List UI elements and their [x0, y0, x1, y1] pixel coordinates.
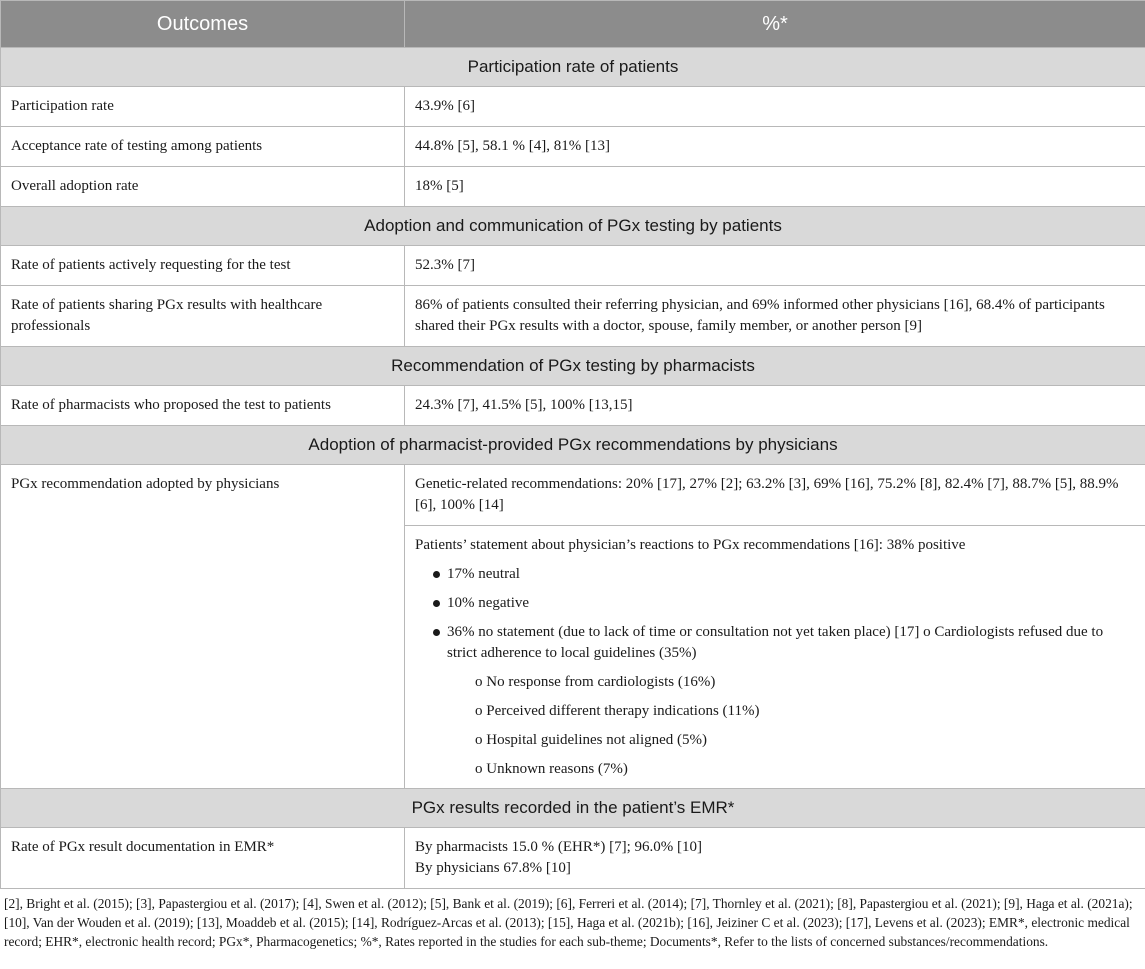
table-header-row: [1, 1, 1145, 48]
refusal-reasons-list: [415, 672, 1135, 780]
list-item-text: 17% neutral: [447, 566, 520, 582]
statement-text: Patients’ statement about physician’s reactions to PGx recommendations [16]: 38% positive: [415, 537, 966, 553]
table-row: [1, 167, 1145, 207]
table-row: [1, 465, 1145, 526]
outcome-label: Rate of pharmacists who proposed the test to patients: [1, 386, 405, 426]
column-header-percent: %*: [405, 1, 1145, 48]
outcome-label: Rate of patients actively requesting for the test: [1, 246, 405, 286]
section-title: Participation rate of patients: [1, 48, 1145, 87]
list-item: o Unknown reasons (7%): [475, 761, 628, 777]
genetic-recommendations: Genetic-related recommendations: 20% [17], 27% [2]; 63.2% [3], 69% [16], 75.2% [8], 82.4% [7], 88.7% [5], 88.9% [6], 100% [14]: [405, 465, 1145, 526]
section-header-row: [1, 207, 1145, 246]
section-header-row: [1, 347, 1145, 386]
outcome-label: Acceptance rate of testing among patients: [1, 127, 405, 167]
outcome-label: Participation rate: [1, 87, 405, 127]
table-row: [1, 127, 1145, 167]
section-header-row: [1, 789, 1145, 828]
outcome-label: Rate of patients sharing PGx results with healthcare professionals: [1, 286, 405, 347]
section-title: Recommendation of PGx testing by pharmacists: [1, 347, 1145, 386]
documentation-values: [405, 828, 1145, 889]
section-header-row: [1, 426, 1145, 465]
bullet-icon: [433, 629, 440, 636]
column-header-outcomes: Outcomes: [1, 1, 405, 48]
outcome-value: 18% [5]: [405, 167, 1145, 207]
outcome-value: 86% of patients consulted their referring physician, and 69% informed other physicians [16], 68.4% of participants shared their PGx results with a doctor, spouse, family member, or another person [9]: [405, 286, 1145, 347]
bullet-icon: [433, 571, 440, 578]
section-title: Adoption of pharmacist-provided PGx recommendations by physicians: [1, 426, 1145, 465]
value-line: By pharmacists 15.0 % (EHR*) [7]; 96.0% [10]: [415, 839, 703, 855]
table-row: [1, 286, 1145, 347]
outcome-value: 43.9% [6]: [405, 87, 1145, 127]
outcome-label: Overall adoption rate: [1, 167, 405, 207]
bullet-icon: [433, 600, 440, 607]
list-item: o No response from cardiologists (16%): [475, 674, 716, 690]
outcome-value: 24.3% [7], 41.5% [5], 100% [13,15]: [405, 386, 1145, 426]
outcome-value: 44.8% [5], 58.1 % [4], 81% [13]: [405, 127, 1145, 167]
table-row: [1, 87, 1145, 127]
value-line: By physicians 67.8% [10]: [415, 860, 571, 876]
outcome-label: Rate of PGx result documentation in EMR*: [1, 828, 405, 889]
list-item: [433, 622, 1135, 664]
section-title: PGx results recorded in the patient’s EMR*: [1, 789, 1145, 828]
physician-reactions: [405, 526, 1145, 789]
list-item: [433, 593, 1135, 614]
table-row: [1, 386, 1145, 426]
list-item-text: 36% no statement (due to lack of time or consultation not yet taken place) [17] o Cardiologists refused due to strict adherence to local guidelines (35%): [447, 624, 1104, 661]
section-header-row: [1, 48, 1145, 87]
table-footnote: [2], Bright et al. (2015); [3], Papastergiou et al. (2017); [4], Swen et al. (2012); [5], Bank et al. (2019); [6], Ferreri et al. (2014); [7], Thornley et al. (2021); [8], Papastergiou et al. (2021); [9], Haga et al. (2021a); [10], Van der Wouden et al. (2019); [13], Moaddeb et al. (2015); [14], Rodríguez-Arcas et al. (2013); [15], Haga et al. (2021b); [16], Jeiziner C et al. (2023); [17], Levens et al. (2023); EMR*, electronic medical record; EHR*, electronic health record; PGx*, Pharmacogenetics; %*, Rates reported in the studies for each sub-theme; Documents*, Refer to the lists of concerned substances/recommendations.: [4, 896, 1133, 949]
reaction-list: [415, 564, 1135, 664]
list-item: o Hospital guidelines not aligned (5%): [475, 732, 708, 748]
table-row: [1, 246, 1145, 286]
list-item-text: 10% negative: [447, 595, 530, 611]
list-item: [433, 564, 1135, 585]
outcome-label: PGx recommendation adopted by physicians: [1, 465, 405, 789]
list-item: o Perceived different therapy indications (11%): [475, 703, 760, 719]
outcome-value: 52.3% [7]: [405, 246, 1145, 286]
table-row: [1, 828, 1145, 889]
section-title: Adoption and communication of PGx testing by patients: [1, 207, 1145, 246]
